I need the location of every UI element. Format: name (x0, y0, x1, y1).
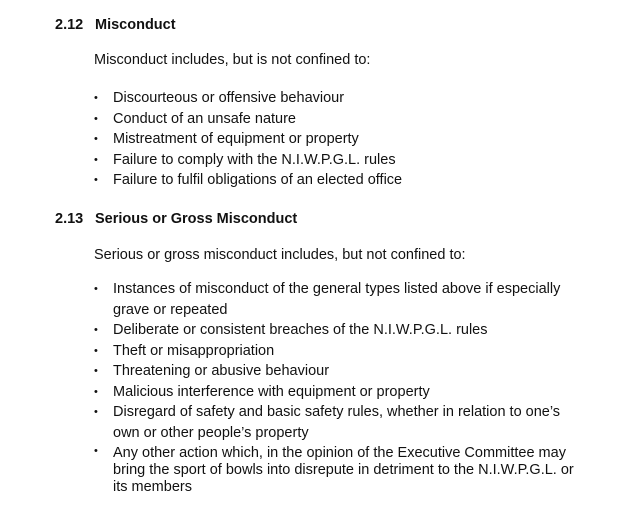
bullet-icon: • (94, 324, 98, 336)
bullet-icon: • (94, 92, 98, 104)
section-number: 2.13 (55, 211, 84, 227)
list-item-text: Threatening or abusive behaviour (113, 363, 330, 379)
list-item (94, 443, 574, 496)
bullet-icon: • (94, 283, 98, 295)
section-heading-serious-misconduct (55, 210, 297, 228)
section-intro-serious-misconduct: Serious or gross misconduct includes, but not confined to: (94, 247, 466, 263)
list-item-text: Deliberate or consistent breaches of the N.I.W.P.G.L. rules (113, 322, 488, 338)
list-item (94, 402, 574, 443)
bullet-icon: • (94, 365, 98, 377)
list-item-text: Disregard of safety and basic safety rules, whether in relation to one’s own or other people’s property (113, 404, 561, 441)
list-item-text: Theft or misappropriation (113, 342, 275, 359)
list-item (94, 150, 574, 171)
list-item-text: Discourteous or offensive behaviour (113, 90, 345, 106)
list-item (94, 170, 574, 191)
list-item (94, 279, 574, 320)
list-item-text: Instances of misconduct of the general types listed above if especially grave or repeated (113, 281, 561, 318)
list-item-text: Failure to fulfil obligations of an elected office (113, 172, 403, 188)
list-item (94, 88, 574, 109)
misconduct-list (94, 88, 574, 191)
list-item-text: Malicious interference with equipment or property (113, 383, 430, 400)
list-item-text: Failure to comply with the N.I.W.P.G.L. rules (113, 151, 396, 168)
list-item (94, 109, 574, 130)
section-title: Misconduct (95, 17, 176, 33)
list-item-text: Mistreatment of equipment or property (113, 131, 359, 147)
list-item (94, 129, 574, 150)
bullet-icon: • (94, 112, 98, 125)
list-item-text: Any other action which, in the opinion of the Executive Committee may bring the sport of bowls into disrepute in detriment to the N.I.W.P.G.L. or its members (113, 445, 574, 495)
list-item-text: Conduct of an unsafe nature (113, 110, 296, 127)
bullet-icon: • (94, 406, 98, 418)
list-item (94, 341, 574, 362)
section-number: 2.12 (55, 17, 84, 33)
serious-misconduct-list (94, 279, 574, 496)
list-item (94, 382, 574, 403)
section-title: Serious or Gross Misconduct (95, 211, 298, 227)
section-heading-misconduct (55, 16, 176, 34)
bullet-icon: • (94, 153, 98, 166)
bullet-icon: • (94, 174, 98, 186)
list-item (94, 361, 574, 382)
bullet-icon: • (94, 385, 98, 398)
list-item (94, 320, 574, 341)
section-intro-misconduct: Misconduct includes, but is not confined to: (94, 52, 371, 68)
bullet-icon: • (94, 344, 98, 357)
bullet-icon: • (94, 445, 98, 457)
bullet-icon: • (94, 133, 98, 145)
